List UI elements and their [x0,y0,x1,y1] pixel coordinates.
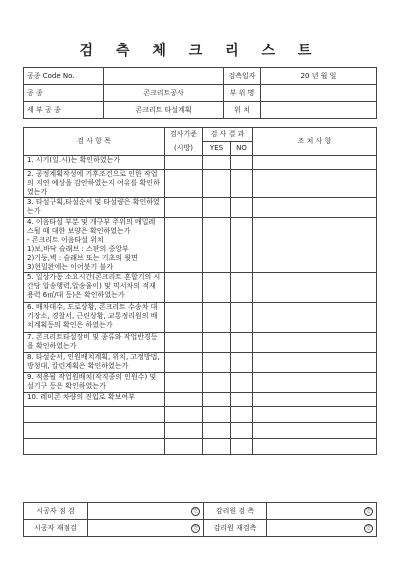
check-item: 5. 일상가동 소요시간(콘크리트 혼합기의 시간당 압송행력,압송율이) 및 믹서차의 적재용력 6㎥/대 등)은 확인하였는가 [24,273,165,303]
criteria-cell[interactable] [165,353,203,373]
info-value[interactable]: 20 년 월 일 [261,68,377,85]
action-cell[interactable] [253,218,377,273]
yes-cell[interactable] [203,407,231,423]
action-cell[interactable] [253,423,377,439]
table-row [24,156,377,170]
table-row [24,439,377,455]
criteria-cell[interactable] [165,333,203,353]
table-row [24,198,377,218]
info-value[interactable]: 콘크리트 타설계획 [104,102,224,119]
no-cell[interactable] [231,439,253,455]
header-criteria: 검사기준 [165,128,203,142]
criteria-cell[interactable] [165,439,203,455]
info-value[interactable] [261,85,377,102]
info-label: 세 부 공 종 [24,102,104,119]
check-item: 1. 시기(일.시)는 확인하였는가 [24,156,165,170]
check-item [24,439,165,455]
info-label: 공 종 [24,85,104,102]
check-item: 6. 배차대수, 도로상황, 콘크리트 수송차 대기장소, 경찰서, 근린상황, 교통정리원의 배치계획등의 확인은 하였는가 [24,303,165,333]
action-cell[interactable] [253,407,377,423]
signature-field[interactable] [267,503,377,520]
check-item: 10. 레미콘 차량의 진입로 확보여부 [24,393,165,407]
table-row [24,170,377,198]
criteria-cell[interactable] [165,170,203,198]
info-value[interactable]: 콘크리트공사 [104,85,224,102]
table-row [24,218,377,273]
no-cell[interactable] [231,170,253,198]
seal-icon: 인 [364,507,373,516]
info-row [24,68,377,85]
signature-label: 시공자 점 검 [24,503,88,520]
yes-cell[interactable] [203,353,231,373]
no-cell[interactable] [231,373,253,393]
signature-field[interactable] [88,503,204,520]
check-item: 9. 적용될 작업원배치(작직종의 인원수) 및 설기구 등은 확인하였는가 [24,373,165,393]
yes-cell[interactable] [203,333,231,353]
no-cell[interactable] [231,407,253,423]
no-cell[interactable] [231,353,253,373]
seal-icon: 인 [364,524,373,533]
table-row [24,393,377,407]
yes-cell[interactable] [203,156,231,170]
no-cell[interactable] [231,198,253,218]
signature-label: 감리원 검 측 [204,503,267,520]
info-label: 부 위 명 [224,85,261,102]
signature-field[interactable] [267,520,377,537]
table-row [24,273,377,303]
check-item: 4. 이음타설 부분 및 개구부 주위의 매밀레스될 때 대한 보양은 확인하였는가 - 콘크리트 이음타설 위치 1)보,바닥 슬래브 : 스판의 중앙부 2)기둥,벽 : 슬래브 또는 기초의 윗면 3)현밀완에는 이어붓기 불가 [24,218,165,273]
header-no: NO [231,142,253,156]
signature-field[interactable] [88,520,204,537]
info-value[interactable] [104,68,224,85]
header-item: 검 사 항 목 [24,128,165,156]
table-row [24,333,377,353]
info-label: 검측일자 [224,68,261,85]
checklist-table [23,127,377,455]
table-row [24,407,377,423]
table-row [24,303,377,333]
info-label: 위 치 [224,102,261,119]
info-value[interactable] [261,102,377,119]
criteria-cell[interactable] [165,393,203,407]
header-result: 검 사 결 과 [203,128,253,142]
check-item: 7. 콘크리트타설장비 및 종류와 작업반경등을 확인하였는가 [24,333,165,353]
yes-cell[interactable] [203,393,231,407]
action-cell[interactable] [253,170,377,198]
yes-cell[interactable] [203,218,231,273]
info-row [24,85,377,102]
yes-cell[interactable] [203,170,231,198]
check-item: 2. 공정계획작성에 기후조건으로 인한 작업의 지연 예상을 감안하였는지 여유를 확인하였는가 [24,170,165,198]
header-yes: YES [203,142,231,156]
no-cell[interactable] [231,218,253,273]
action-cell[interactable] [253,373,377,393]
action-cell[interactable] [253,353,377,373]
action-cell[interactable] [253,198,377,218]
no-cell[interactable] [231,273,253,303]
criteria-cell[interactable] [165,407,203,423]
signature-label: 시공자 재점검 [24,520,88,537]
criteria-cell[interactable] [165,303,203,333]
signature-label: 감리원 재검측 [204,520,267,537]
criteria-cell[interactable] [165,273,203,303]
yes-cell[interactable] [203,198,231,218]
no-cell[interactable] [231,156,253,170]
document-title: 검 측 체 크 리 스 트 [79,43,321,59]
criteria-cell[interactable] [165,423,203,439]
criteria-cell[interactable] [165,373,203,393]
yes-cell[interactable] [203,439,231,455]
check-item: 8. 타설순서, 인원배치계획, 위치, 고정방법, 방청대, 칼린계획은 확인하였는가 [24,353,165,373]
header-criteria-sub: (시방) [165,142,203,156]
action-cell[interactable] [253,156,377,170]
signature-row [24,520,377,537]
signature-table [23,502,377,537]
table-row [24,353,377,373]
header-action: 조 치 사 항 [253,128,377,156]
seal-icon: 인 [191,507,200,516]
check-item [24,407,165,423]
table-row [24,373,377,393]
no-cell[interactable] [231,333,253,353]
table-row [24,423,377,439]
action-cell[interactable] [253,333,377,353]
criteria-cell[interactable] [165,218,203,273]
yes-cell[interactable] [203,303,231,333]
info-table [23,67,377,119]
criteria-cell[interactable] [165,198,203,218]
no-cell[interactable] [231,393,253,407]
signature-row [24,503,377,520]
yes-cell[interactable] [203,273,231,303]
info-label: 공종 Code No. [24,68,104,85]
no-cell[interactable] [231,423,253,439]
check-item: 3. 타설구획,타설순서 및 타설량은 확인하였는가 [24,198,165,218]
yes-cell[interactable] [203,423,231,439]
action-cell[interactable] [253,439,377,455]
yes-cell[interactable] [203,373,231,393]
action-cell[interactable] [253,273,377,303]
action-cell[interactable] [253,393,377,407]
info-row [24,102,377,119]
check-item [24,423,165,439]
seal-icon: 인 [191,524,200,533]
action-cell[interactable] [253,303,377,333]
no-cell[interactable] [231,303,253,333]
criteria-cell[interactable] [165,156,203,170]
